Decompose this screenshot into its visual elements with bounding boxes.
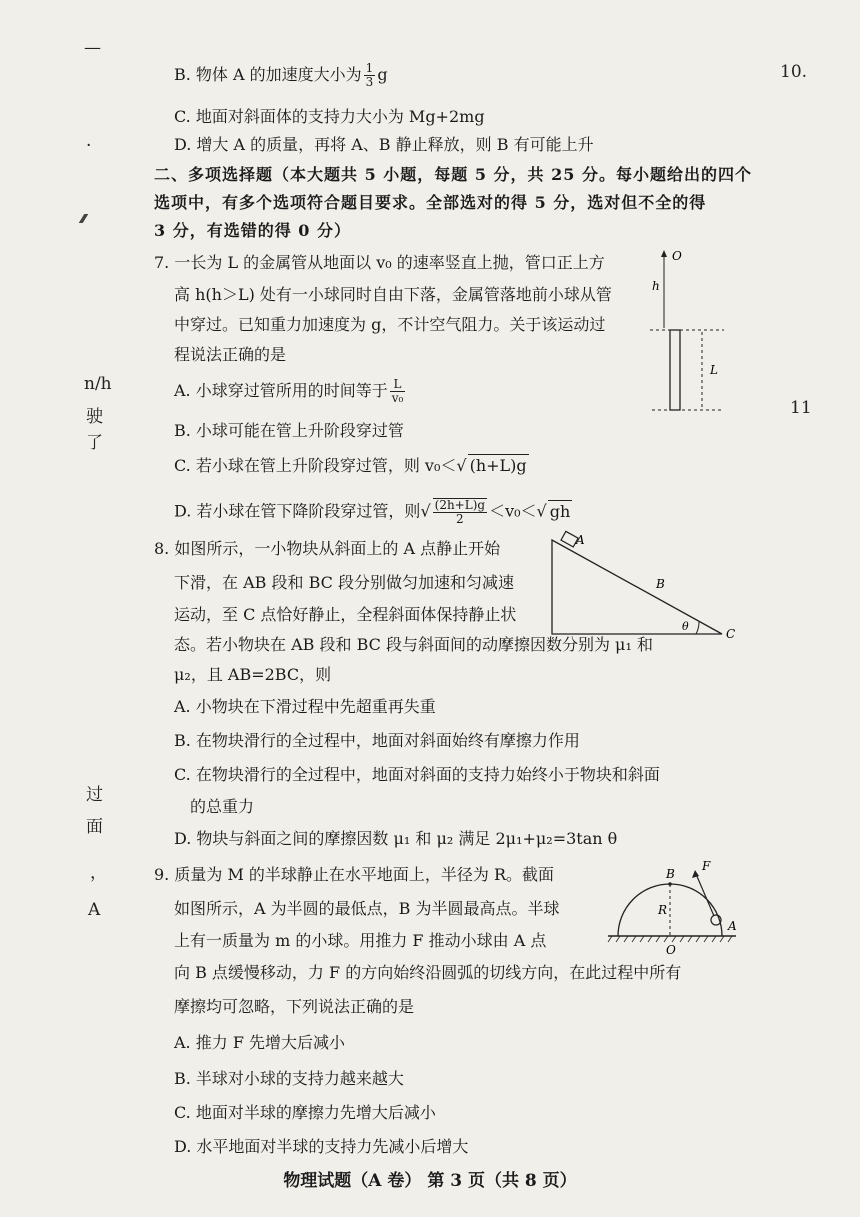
q8-option-c-line1: C. 在物块滑行的全过程中，地面对斜面的支持力始终小于物块和斜面: [174, 765, 660, 784]
q8-option-a: A. 小物块在下滑过程中先超重再失重: [174, 697, 436, 716]
q7-fig-label-l: L: [710, 363, 718, 377]
margin-text-6: ，: [90, 863, 107, 883]
q9-option-a: A. 推力 F 先增大后减小: [174, 1033, 346, 1052]
margin-text-5: 面: [86, 817, 103, 837]
q7-stem-line1: 7. 一长为 L 的金属管从地面以 v₀ 的速率竖直上抛，管口正上方: [154, 253, 605, 272]
q8-stem-line2: 下滑，在 AB 段和 BC 段分别做匀加速和匀减速: [174, 573, 514, 592]
margin-dash: —: [84, 38, 101, 58]
margin-text-7: A: [88, 900, 101, 920]
q9-option-d: D. 水平地面对半球的支持力先减小后增大: [174, 1137, 469, 1156]
q7-stem-line4: 程说法正确的是: [174, 345, 287, 364]
q9-stem-line5: 摩擦均可忽略，下列说法正确的是: [174, 997, 415, 1016]
q9-fig-force-f: [696, 874, 714, 916]
q9-stem-line3: 上有一质量为 m 的小球。用推力 F 推动小球由 A 点: [174, 931, 547, 950]
q8-stem-line4: 态。若小物块在 AB 段和 BC 段与斜面间的动摩擦因数分别为 μ₁ 和: [174, 635, 653, 654]
q8-stem-line3: 运动，至 C 点恰好静止，全程斜面体保持静止状: [174, 605, 517, 624]
q8-figure: [546, 530, 742, 640]
q7-fig-tube: [670, 330, 680, 410]
q9-option-c: C. 地面对半球的摩擦力先增大后减小: [174, 1103, 436, 1122]
q9-fig-label-r: R: [658, 903, 668, 917]
q9-fig-label-o: O: [666, 943, 676, 957]
margin-text-2: 驶: [86, 407, 103, 427]
page-footer: 物理试题（A 卷） 第 3 页（共 8 页）: [283, 1171, 577, 1191]
margin-dot: ·: [86, 136, 92, 156]
q9-fig-force-arrowhead: [692, 870, 699, 878]
q7-option-d: D. 若小球在管下降阶段穿过管，则√ $\frac{(2h+L)g}{2}$ ＜v₀＜√ gh: [174, 498, 571, 526]
q8-fig-angle-arc: [696, 622, 699, 634]
q8-fig-label-theta: θ: [682, 620, 689, 633]
q9-stem-line1: 9. 质量为 M 的半球静止在水平地面上，半径为 R。截面: [154, 865, 555, 884]
q9-fig-label-a: A: [728, 919, 737, 933]
margin-text-3: 了: [86, 433, 103, 453]
q8-fig-label-c: C: [726, 627, 736, 640]
q8-option-d: D. 物块与斜面之间的摩擦因数 μ₁ 和 μ₂ 满足 2μ₁+μ₂=3tan θ: [174, 829, 618, 848]
q9-option-b: B. 半球对小球的支持力越来越大: [174, 1069, 404, 1088]
q6-option-d: D. 增大 A 的质量，再将 A、B 静止释放，则 B 有可能上升: [174, 135, 594, 154]
q6-option-c: C. 地面对斜面体的支持力大小为 Mg+2mg: [174, 107, 485, 126]
q7-option-a: A. 小球穿过管所用的时间等于 $\frac{L}{\text{v₀}}$: [174, 377, 404, 405]
q7-option-b: B. 小球可能在管上升阶段穿过管: [174, 421, 404, 440]
q8-stem-line5: μ₂，且 AB=2BC，则: [174, 665, 332, 684]
q9-fig-point-b: [668, 882, 672, 886]
section2-heading-line1: 二、多项选择题（本大题共 5 小题，每题 5 分，共 25 分。每小题给出的四个: [154, 165, 752, 184]
margin-text-4: 过: [86, 785, 103, 805]
q9-fig-label-f: F: [702, 859, 711, 873]
q7-fig-label-h: h: [652, 279, 660, 293]
margin-right-2: 11: [790, 398, 812, 418]
section2-heading-line2: 选项中，有多个选项符合题目要求。全部选对的得 5 分，选对但不全的得: [154, 193, 707, 212]
q9-stem-line4: 向 B 点缓慢移动，力 F 的方向始终沿圆弧的切线方向，在此过程中所有: [174, 963, 682, 982]
q7-figure: [640, 244, 730, 416]
q7-fig-label-o: O: [672, 249, 682, 263]
margin-text-1: n/h: [84, 374, 112, 394]
section2-heading-line3: 3 分，有选错的得 0 分）: [154, 221, 351, 240]
q6-option-b: B. 物体 A 的加速度大小为 $\frac{1}{3}$ g: [174, 61, 388, 89]
margin-right-1: 10.: [780, 62, 808, 82]
q9-fig-ground-hatch: [608, 936, 732, 942]
q8-option-c-line2: 的总重力: [190, 797, 255, 816]
q8-stem-line1: 8. 如图所示，一小物块从斜面上的 A 点静止开始: [154, 539, 501, 558]
q7-stem-line3: 中穿过。已知重力加速度为 g，不计空气阻力。关于该运动过: [174, 315, 606, 334]
q9-figure: [604, 856, 742, 960]
q9-fig-label-b: B: [666, 867, 675, 881]
q8-fig-label-a: A: [576, 533, 585, 547]
q7-stem-line2: 高 h(h＞L) 处有一小球同时自由下落，金属管落地前小球从管: [174, 285, 612, 304]
q8-fig-incline: [552, 540, 722, 634]
q7-fig-h-arrowhead: [661, 250, 667, 257]
q7-option-c: C. 若小球在管上升阶段穿过管，则 v₀＜√ (h+L)g: [174, 456, 527, 475]
q9-stem-line2: 如图所示，A 为半圆的最低点，B 为半圆最高点。半球: [174, 899, 560, 918]
q8-fig-label-b: B: [656, 577, 665, 591]
q8-option-b: B. 在物块滑行的全过程中，地面对斜面始终有摩擦力作用: [174, 731, 580, 750]
